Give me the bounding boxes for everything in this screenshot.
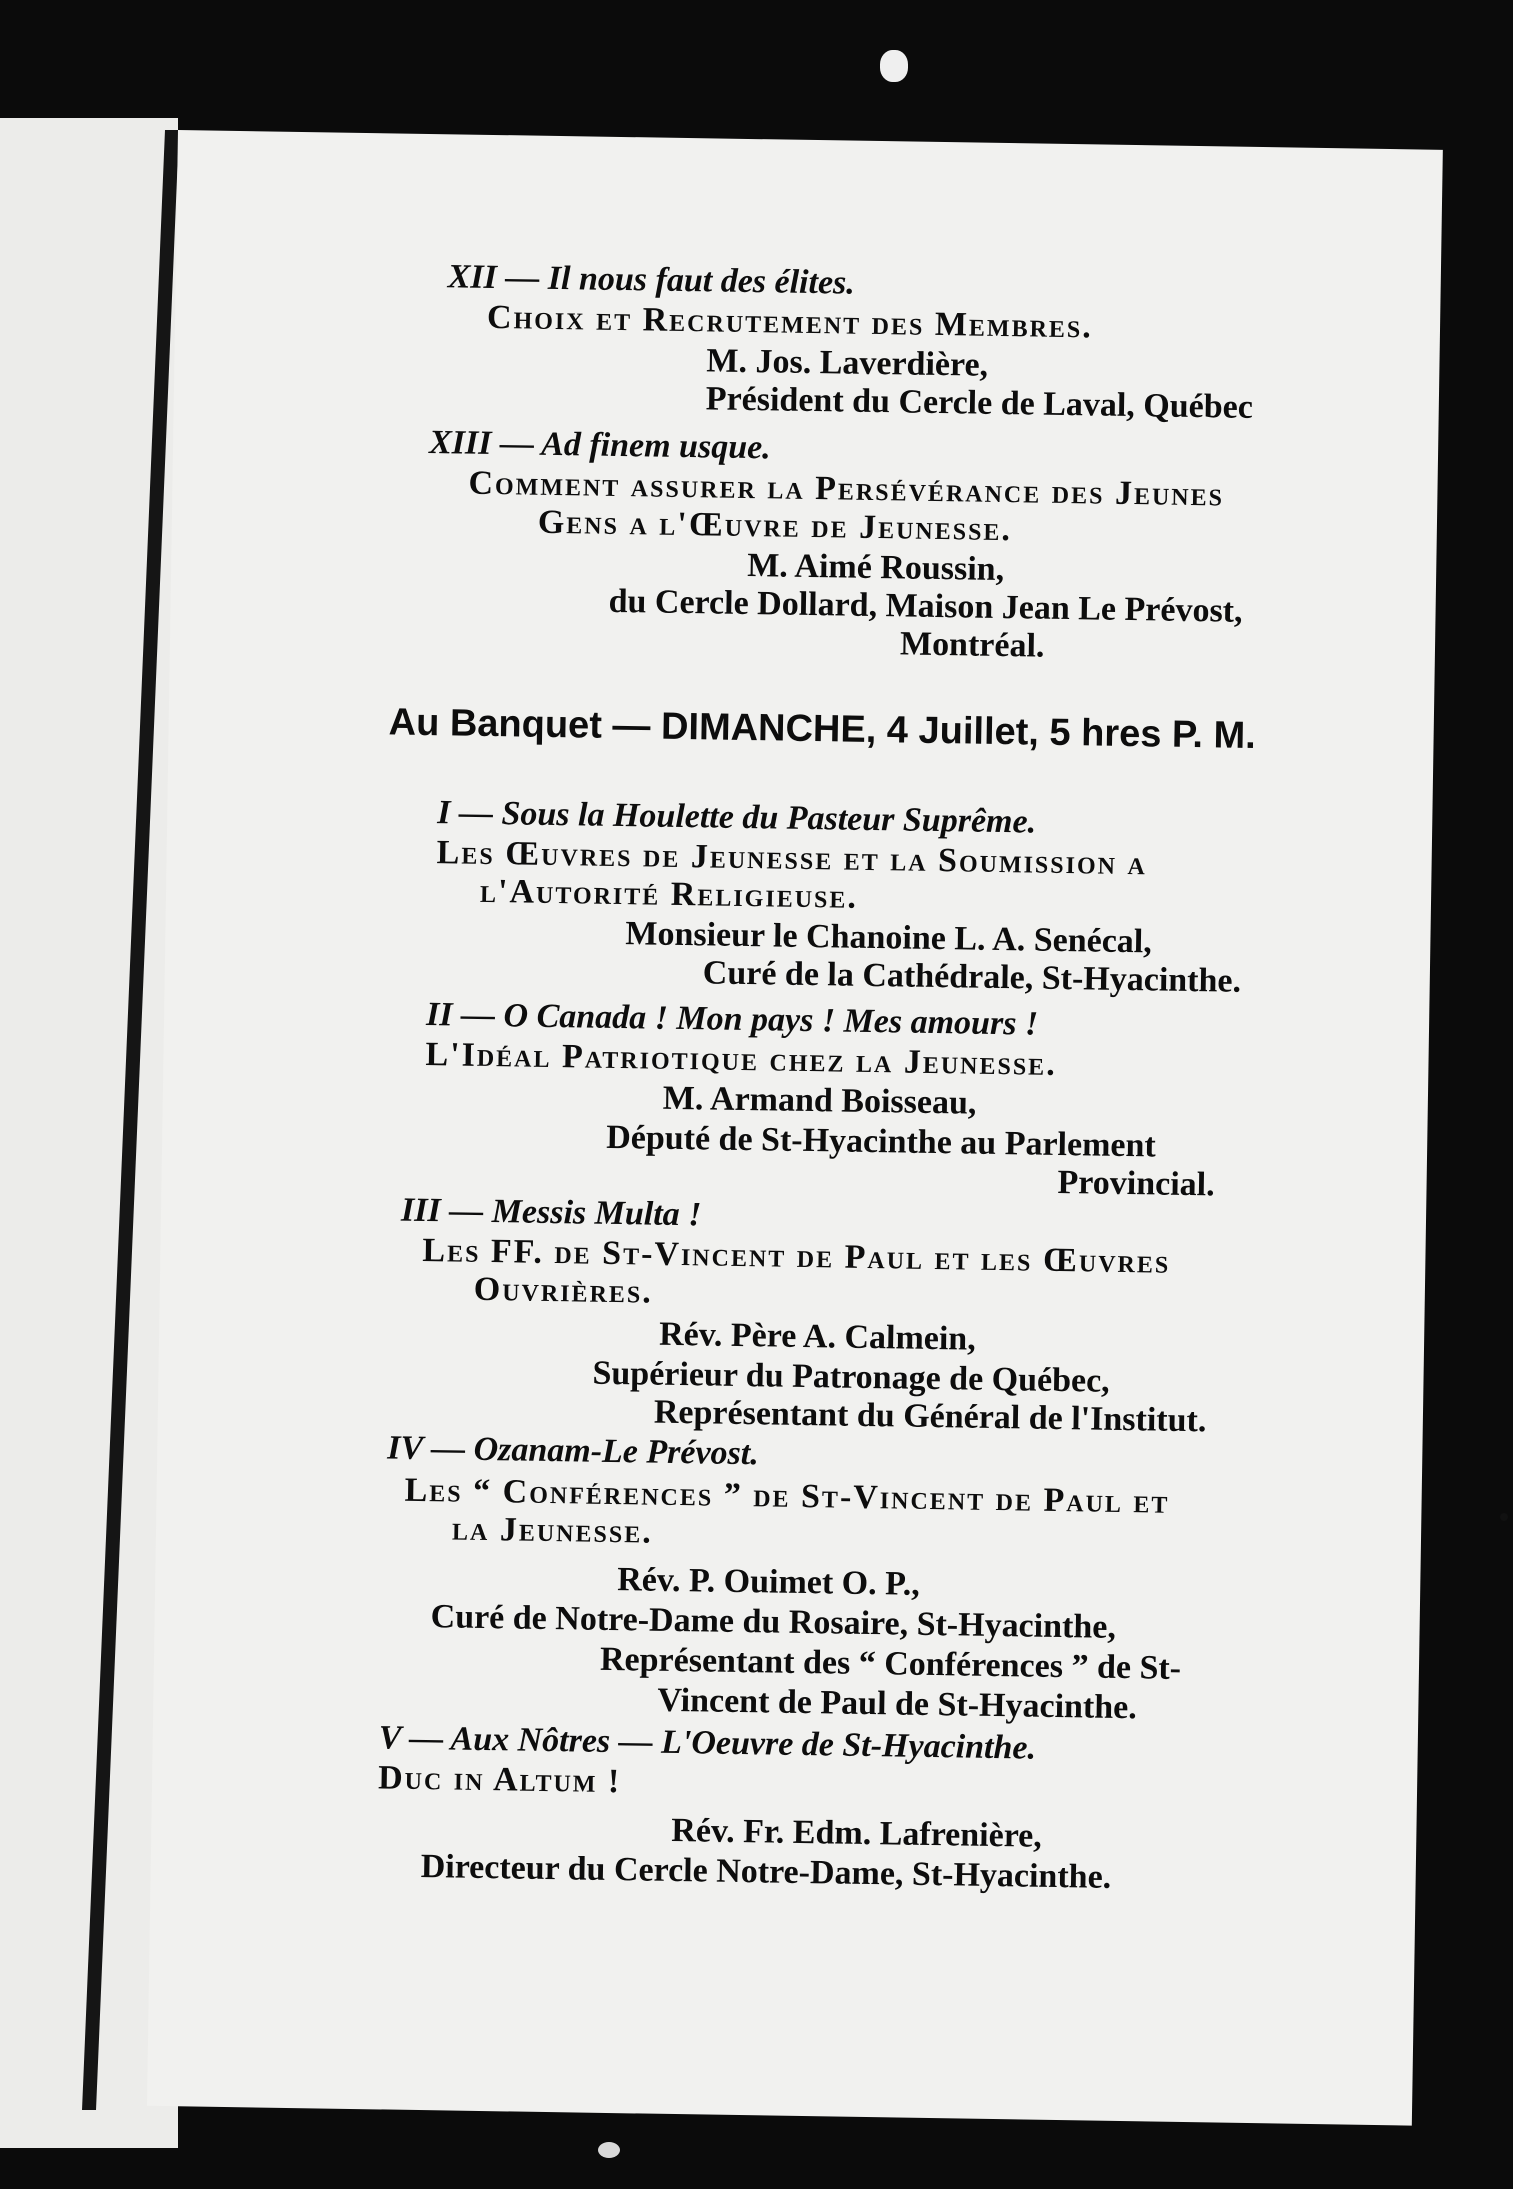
toast-v-speaker: Rév. Fr. Edm. Lafrenière, (671, 1811, 1043, 1855)
section-xiii-speaker: M. Aimé Roussin, (746, 546, 1005, 589)
toast-iii-theme: Les FF. de St-Vincent de Paul et les Œuvres (422, 1231, 1171, 1281)
scan-speck (880, 50, 908, 82)
toast-i-speaker-role: Curé de la Cathédrale, St-Hyacinthe. (702, 954, 1242, 1000)
toast-iv-speaker: Rév. P. Ouimet O. P., (616, 1561, 921, 1603)
toast-iii-speaker-role: Représentant du Général de l'Institut. (653, 1393, 1207, 1440)
scan-speck (598, 2142, 620, 2158)
section-xiii-theme: Comment assurer la Persévérance des Jeunes (468, 464, 1225, 514)
toast-iv-speaker-role: Curé de Notre-Dame du Rosaire, St-Hyacinthe, (430, 1598, 1117, 1646)
section-xiii-title: XIII — Ad finem usque. (428, 423, 772, 467)
toast-i-theme: Les Œuvres de Jeunesse et la Soumission a (436, 834, 1148, 883)
toast-iii-theme: Ouvrières. (473, 1270, 654, 1311)
scan-speck (1500, 1513, 1508, 1521)
toast-iii-speaker: Rév. Père A. Calmein, (658, 1315, 977, 1358)
toast-ii-title: II — O Canada ! Mon pays ! Mes amours ! (425, 996, 1039, 1043)
toast-ii-speaker-role: Provincial. (1057, 1163, 1215, 1204)
toast-i-theme: l'Autorité Religieuse. (479, 872, 859, 916)
section-xiii-speaker-city: Montréal. (899, 625, 1045, 665)
section-xii-speaker: M. Jos. Laverdière, (706, 342, 989, 384)
section-xii-speaker-role: Président du Cercle de Laval, Québec (705, 380, 1254, 426)
toast-iv-speaker-role: Représentant des “ Conférences ” de St- (599, 1640, 1182, 1687)
toast-i-title: I — Sous la Houlette du Pasteur Suprême. (437, 794, 1037, 841)
toast-ii-speaker: M. Armand Boisseau, (662, 1079, 977, 1122)
section-xii-title: XII — Il nous faut des élites. (447, 258, 856, 302)
toast-iii-title: III — Messis Multa ! (400, 1191, 702, 1234)
toast-iv-speaker-role: Vincent de Paul de St-Hyacinthe. (657, 1681, 1138, 1727)
toast-ii-theme: L'Idéal Patriotique chez la Jeunesse. (425, 1036, 1058, 1083)
toast-iv-theme: Les “ Conférences ” de St-Vincent de Paul et (404, 1471, 1170, 1521)
toast-iv-theme: la Jeunesse. (451, 1510, 654, 1551)
toast-iii-speaker-role: Supérieur du Patronage de Québec, (592, 1354, 1111, 1400)
section-xiii-theme: Gens a l'Œuvre de Jeunesse. (537, 503, 1013, 549)
section-xiii-speaker-role: du Cercle Dollard, Maison Jean Le Prévost, (608, 582, 1243, 630)
section-xii-theme: Choix et Recrutement des Membres. (486, 298, 1094, 346)
toast-v-speaker-role: Directeur du Cercle Notre-Dame, St-Hyacinthe. (420, 1848, 1112, 1896)
toast-v-theme: Duc in Altum ! (377, 1759, 622, 1801)
toast-v-title: V — Aux Nôtres — L'Oeuvre de St-Hyacinthe. (378, 1719, 1037, 1767)
program-page (147, 130, 1443, 2126)
toast-i-speaker: Monsieur le Chanoine L. A. Senécal, (625, 915, 1153, 961)
banquet-heading: Au Banquet — DIMANCHE, 4 Juillet, 5 hres P. M. (388, 701, 1257, 758)
toast-iv-title: IV — Ozanam-Le Prévost. (387, 1429, 760, 1473)
toast-ii-speaker-role: Député de St-Hyacinthe au Parlement (605, 1118, 1157, 1165)
